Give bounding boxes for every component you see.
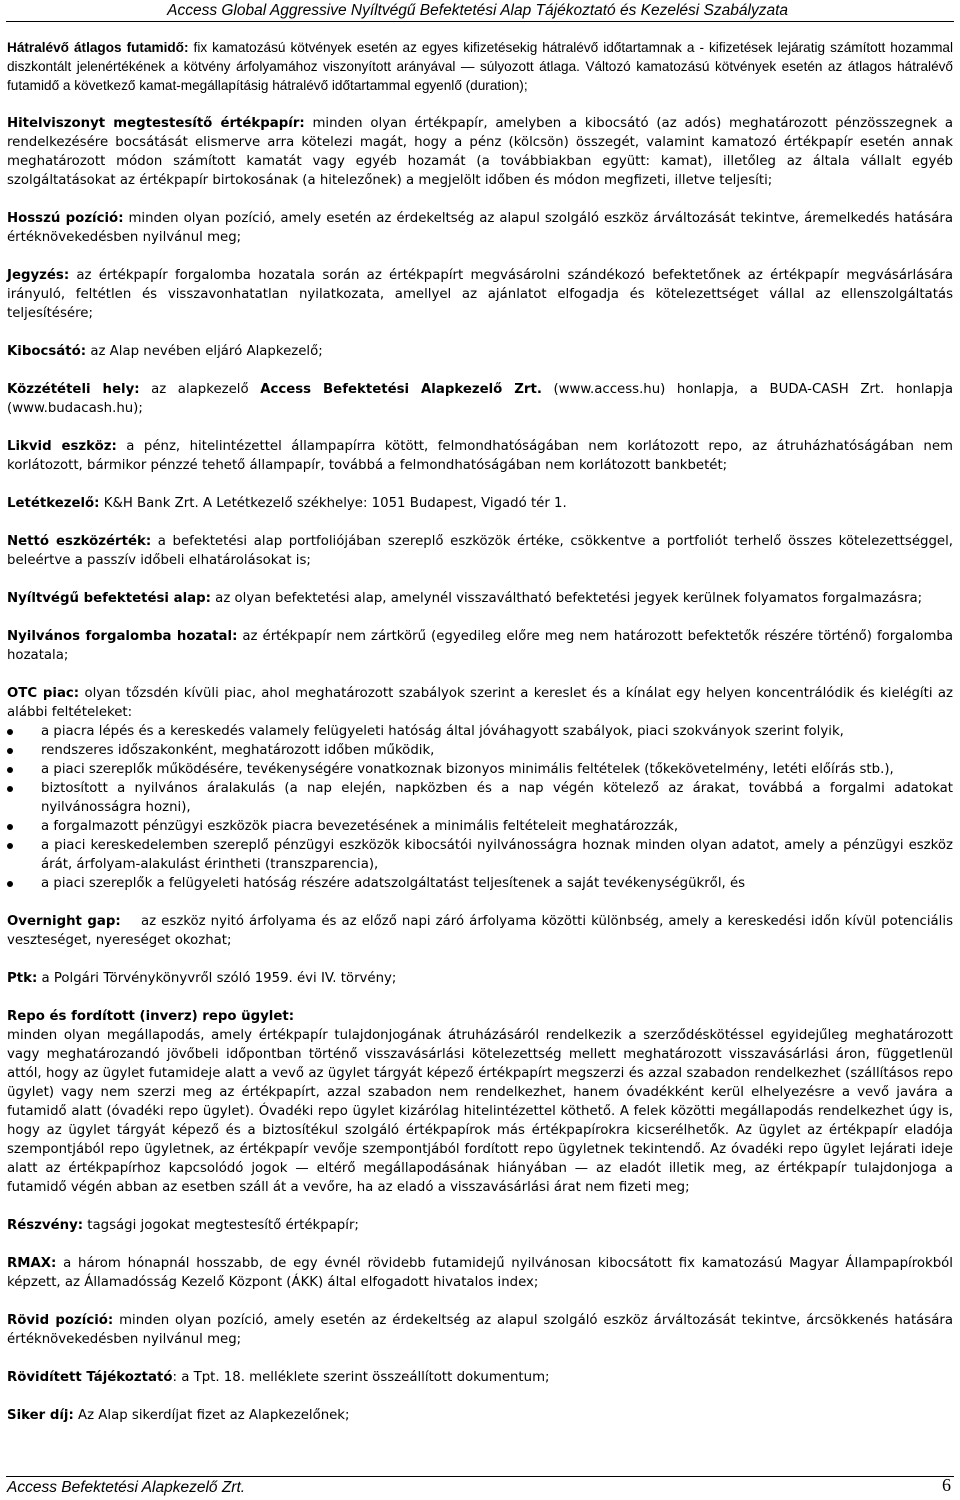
- otc-conditions-list: [7, 722, 953, 893]
- term: Kibocsátó:: [7, 344, 87, 359]
- definition-repo-title: [7, 1007, 953, 1026]
- definition-nyiltvegu-alap: [7, 589, 953, 608]
- definition-text: minden olyan értékpapír, amelyben a kibocsátó (az adós) meghatározott pénzösszegnek a rendelkezésére bocsátását elismerve arra kötelezi magát, hogy a pénz (kölcsön) összegét, valamint kamatozó értékpapír esetén annak meghatározott módon számított kamatát vagy egyéb hozamát (a továbbiakban együtt: kamat), illetőleg az általa vállalt egyéb szolgáltatásokat az értékpapír birtokosának (a hitelezőnek) a megjelölt időben és módon megfizeti, illetve teljesíti;: [7, 116, 954, 188]
- term: RMAX:: [7, 1256, 57, 1271]
- definition-text: a három hónapnál hosszabb, de egy évnél rövidebb futamidejű nyilvánosan kibocsátott fix kamatozású Magyar Állampapírokból képzett, az Államadósság Kezelő Központ (ÁKK) által elfogadott hivatalos index;: [7, 1256, 953, 1290]
- term: Letétkezelő:: [7, 496, 100, 511]
- term: Repo és fordított (inverz) repo ügylet:: [7, 1009, 295, 1024]
- definition-text: Az Alap sikerdíjat fizet az Alapkezelőnek;: [73, 1408, 350, 1423]
- definition-netto-eszkozertek: [7, 532, 953, 570]
- list-item: [7, 817, 953, 836]
- definition-hitelviszonyt: [7, 114, 953, 190]
- definition-overnight-gap: [7, 912, 958, 950]
- footer-company-name: Access Befektetési Alapkezelő Zrt.: [7, 1479, 246, 1496]
- term: Jegyzés:: [7, 268, 70, 283]
- definition-text: az értékpapír nem zártkörű (egyedileg előre meg nem határozott befektetők részére történő) forgalomba hozatala;: [7, 629, 953, 663]
- footer-divider: [6, 1476, 954, 1477]
- definition-text: az Alap nevében eljáró Alapkezelő;: [86, 344, 323, 359]
- term: Rövidített Tájékoztató: [7, 1370, 173, 1385]
- definition-text: : a Tpt. 18. melléklete szerint összeállított dokumentum;: [172, 1370, 550, 1385]
- term: Overnight gap:: [7, 914, 121, 929]
- term: Hátralévő átlagos futamidő:: [7, 40, 189, 55]
- term: Nyilvános forgalomba hozatal:: [7, 629, 238, 644]
- term: Részvény:: [7, 1218, 84, 1233]
- definition-text: a pénz, hitelintézettel állampapírra kötött, felmondhatóságában nem korlátozott repo, az átruházhatóságában nem korlátozott, bármikor pénzzé tehető állampapír, továbbá a felmondhatóságában nem korlátozott bankbetét;: [7, 439, 953, 473]
- term: Siker díj:: [7, 1408, 74, 1423]
- definition-kibocsato: [7, 342, 953, 361]
- document-body: [7, 38, 958, 1444]
- definition-text: (www.access.hu) honlapja, a BUDA-CASH Zrt. honlapja (www.budacash.hu);: [7, 382, 954, 416]
- list-item-text: a piacra lépés és a kereskedés valamely felügyeleti hatóság által jóváhagyott szabályok, piaci szokványok szerint folyik,: [41, 724, 844, 739]
- definition-text: tagsági jogokat megtestesítő értékpapír;: [83, 1218, 359, 1233]
- definition-text: az olyan befektetési alap, amelynél visszaváltható befektetési jegyek kerülnek folyamatos forgalmazásra;: [210, 591, 923, 606]
- list-item: [7, 760, 953, 779]
- term: Hitelviszonyt megtestesítő értékpapír:: [7, 116, 305, 131]
- definition-ptk: [7, 969, 953, 988]
- list-item-text: biztosított a nyilvános áralakulás (a nap elején, napközben és a nap végén kötelező az árakat, továbbá a forgalmi adatokat nyilvánosságra hozni),: [41, 781, 953, 815]
- definition-text: fix kamatozású kötvények esetén az egyes kifizetésekig hátralévő időtartamnak a - kifizetések lejáratig számított hozammal diszkontált jelenértékének a kötvény árfolyamához viszonyított arányával — súlyozott átlaga. Változó kamatozású kötvények esetén az átlagos hátralévő futamidő a következő kamat-megállapításig hátralévő időtartammal egyenlő (duration);: [7, 40, 953, 93]
- definition-siker-dij: [7, 1406, 953, 1425]
- definition-jegyzes: [7, 266, 953, 323]
- list-item: [7, 722, 953, 741]
- term: Közzétételi hely:: [7, 382, 140, 397]
- bullet-icon: [7, 729, 13, 735]
- definition-text: a befektetési alap portfoliójában szereplő eszközök értéke, csökkentve a portfoliót terhelő összes kötelezettséggel, beleértve a passzív időbeli elhatárolásokat is;: [7, 534, 953, 568]
- definition-text: az alapkezelő: [139, 382, 261, 397]
- bullet-icon: [7, 786, 13, 792]
- list-item: [7, 836, 953, 874]
- definition-text: minden olyan pozíció, amely esetén az érdekeltség az alapul szolgáló eszköz árváltozását tekintve, áremelkedés hatására értéknövekedésben nyilvánul meg;: [7, 211, 953, 245]
- definition-nyilvanos-forgalomba-hozatal: [7, 627, 953, 665]
- term: Hosszú pozíció:: [7, 211, 124, 226]
- definition-likvid-eszkoz: [7, 437, 953, 475]
- term: Nyíltvégű befektetési alap:: [7, 591, 211, 606]
- definition-text: K&H Bank Zrt. A Letétkezelő székhelye: 1051 Budapest, Vigadó tér 1.: [99, 496, 567, 511]
- definition-text: olyan tőzsdén kívüli piac, ahol meghatározott szabályok szerint a kereslet és a kínálat egy helyen koncentrálódik és kielégíti az alábbi feltételeket:: [7, 686, 953, 720]
- list-item-text: a forgalmazott pénzügyi eszközök piacra bevezetésének a minimális feltételeit meghatározzák,: [41, 819, 679, 834]
- definition-letetkezelo: [7, 494, 953, 513]
- definition-hatralevo-futamido: [7, 38, 953, 95]
- page-header-title: Access Global Aggressive Nyíltvégű Befektetési Alap Tájékoztató és Kezelési Szabályzata: [167, 2, 788, 19]
- bullet-icon: [7, 767, 13, 773]
- page-number: 6: [942, 1475, 951, 1495]
- list-item-text: rendszeres időszakonként, meghatározott időben működik,: [41, 743, 435, 758]
- company-name: Access Befektetési Alapkezelő Zrt.: [260, 382, 542, 397]
- definition-repo-text: minden olyan megállapodás, amely értékpapír tulajdonjogának átruházásáról rendelkezik a szerződéskötéssel egyidejűleg meghatározott vagy meghatározandó jövőbeli időpontban történő visszavásárlási kötelezettség mellett meghatározott visszavásárlási áron, függetlenül attól, hogy az ügylet futamideje alatt a vevő az ügylet tárgyát képező értékpapírt megszerzi és azzal szabadon rendelkezhet (szállításos repo ügylet) vagy nem szerzi meg az értékpapírt, azzal szabadon nem rendelkezhet, hanem óvadékként kerül elhelyezésre a vevő javára a futamidő alatt (óvadéki repo ügylet). Óvadéki repo ügylet kizárólag hitelintézettel köthető. A felek közötti megállapodás rendelkezhet úgy is, hogy az ügylet tárgyát képező és a biztosítékul szolgáló értékpapírok más értékpapírokra kicserélhetők. Az ügylet az értékpapír eladója szempontjából repo ügyletnek, az értékpapír vevője szempontjából fordított repo ügyletnek tekintendő. Az óvadéki repo ügylet lejárati ideje alatt az értékpapírhoz kapcsolódó jogok — eltérő megállapodásának hiányában — az eladót illetik meg, az értékpapír tulajdonjoga a futamidő végén abban az esetben száll át a vevőre, ha az eladó a visszavásárlási árat nem fizeti meg;: [7, 1028, 953, 1195]
- definition-text: minden olyan pozíció, amely esetén az érdekeltség az alapul szolgáló eszköz árváltozását tekintve, árcsökkenés hatására értéknövekedésben nyilvánul meg;: [7, 1313, 953, 1347]
- definition-otc-piac: [7, 684, 953, 722]
- header-divider: [6, 21, 954, 22]
- list-item-text: a piaci szereplők működésére, tevékenységére vonatkoznak bizonyos minimális feltételek (tőkekövetelmény, letéti előírás stb.),: [41, 762, 894, 777]
- definition-text: az értékpapír forgalomba hozatala során az értékpapírt megvásárolni szándékozó befektetőnek az értékpapír megvásárlására irányuló, feltétlen és visszavonhatatlan nyilatkozata, amellyel az ajánlatot elfogadja és kötelezettséget vállal az ellenszolgáltatás teljesítésére;: [7, 268, 953, 321]
- list-item: [7, 779, 953, 817]
- definition-reszveny: [7, 1216, 953, 1235]
- list-item: [7, 874, 953, 893]
- list-item-text: a piaci kereskedelemben szereplő pénzügyi eszközök kibocsátói nyilvánosságra hoznak minden olyan adatot, amely a pénzügyi eszköz árát, árfolyam-alakulást érintheti (transzparencia),: [41, 838, 953, 872]
- definition-kozzeteteli-hely: [7, 380, 953, 418]
- bullet-icon: [7, 824, 13, 830]
- list-item-text: a piaci szereplők a felügyeleti hatóság részére adatszolgáltatást teljesítenek a saját tevékenységükről, és: [41, 876, 746, 891]
- definition-rmax: [7, 1254, 953, 1292]
- term: Likvid eszköz:: [7, 439, 117, 454]
- definition-text: az eszköz nyitó árfolyama és az előző napi záró árfolyama közötti különbség, amely a kereskedési időn kívül potenciális veszteséget, nyereséget okozhat;: [7, 914, 958, 948]
- definition-rovidített-tajekoztato: [7, 1368, 953, 1387]
- bullet-icon: [7, 881, 13, 887]
- bullet-icon: [7, 843, 13, 849]
- definition-hosszu-pozicio: [7, 209, 953, 247]
- definition-text: a Polgári Törvénykönyvről szóló 1959. évi IV. törvény;: [37, 971, 397, 986]
- term: Nettó eszközérték:: [7, 534, 152, 549]
- bullet-icon: [7, 748, 13, 754]
- term: Rövid pozíció:: [7, 1313, 114, 1328]
- term: Ptk:: [7, 971, 38, 986]
- definition-rovid-pozicio: [7, 1311, 953, 1349]
- term: OTC piac:: [7, 686, 80, 701]
- list-item: [7, 741, 953, 760]
